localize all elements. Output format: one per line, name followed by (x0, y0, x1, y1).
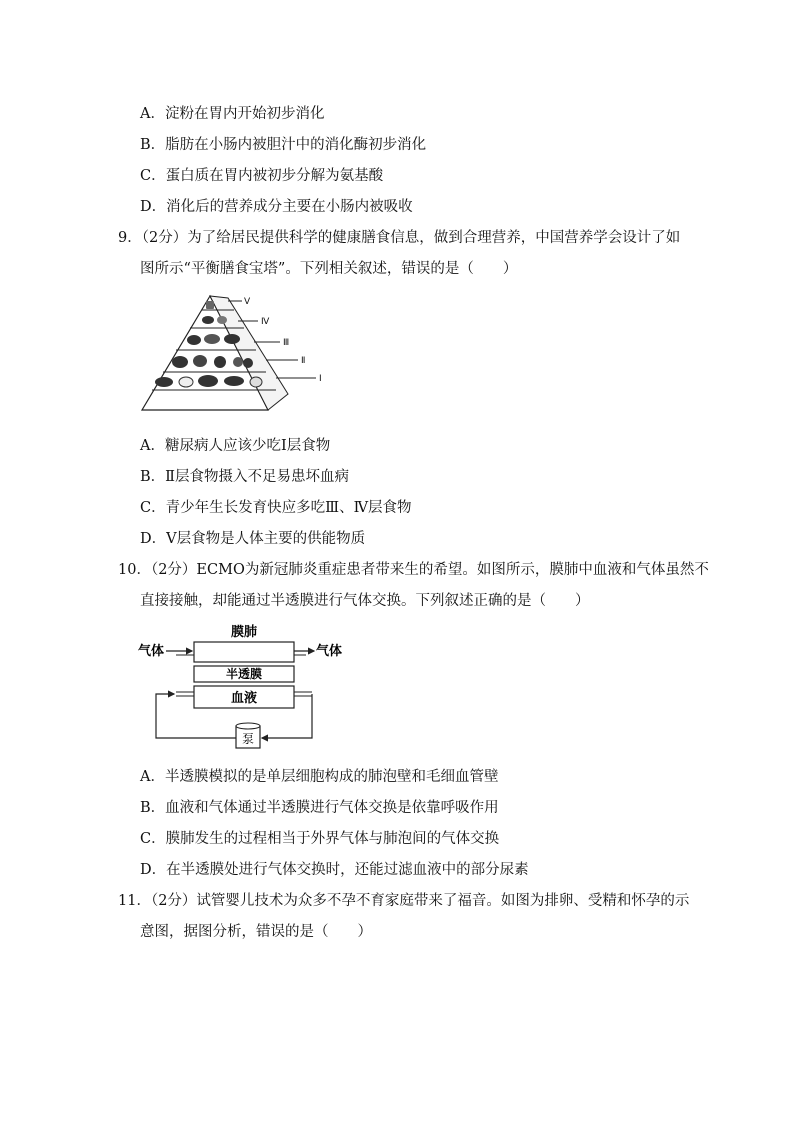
level-label-2: Ⅱ (301, 356, 306, 366)
q9-option-c: C．青少年生长发育快应多吃Ⅲ、Ⅳ层食物 (140, 500, 412, 516)
pyramid-side-face (210, 296, 288, 410)
q10-option-a: A．半透膜模拟的是单层细胞构成的肺泡壁和毛细血管壁 (140, 769, 499, 785)
q10-option-c: C．膜肺发生的过程相当于外界气体与肺泡间的气体交换 (140, 831, 500, 847)
q10-stem-line1: 10．（2分）ECMO为新冠肺炎重症患者带来生的希望。如图所示，膜肺中血液和气体虽然不 (118, 562, 709, 578)
level-label-4: Ⅳ (261, 317, 270, 327)
ecmo-diagram (136, 622, 352, 750)
q9-option-b: B．Ⅱ层食物摄入不足易患坏血病 (140, 469, 350, 485)
food-pyramid-figure (138, 292, 338, 417)
q8-option-c: C．蛋白质在胃内被初步分解为氨基酸 (140, 168, 384, 184)
q9-stem-line2: 图所示“平衡膳食宝塔”。下列相关叙述，错误的是（ ） (140, 261, 518, 277)
q8-option-b: B．脂肪在小肠内被胆汁中的消化酶初步消化 (140, 137, 427, 153)
q10-stem-line2: 直接接触，却能通过半透膜进行气体交换。下列叙述正确的是（ ） (140, 593, 590, 609)
ecmo-gas-in-label: 气体 (138, 644, 165, 659)
ecmo-pump-label: 泵 (241, 732, 255, 746)
q11-stem-line2: 意图，据图分析，错误的是（ ） (140, 924, 372, 940)
ecmo-membrane-lung-label: 膜肺 (230, 625, 258, 640)
q8-option-a: A．淀粉在胃内开始初步消化 (140, 106, 325, 122)
ecmo-gas-out-label: 气体 (316, 644, 343, 659)
q9-option-d: D．Ⅴ层食物是人体主要的供能物质 (140, 531, 366, 547)
q10-option-b: B．血液和气体通过半透膜进行气体交换是依靠呼吸作用 (140, 800, 499, 816)
ecmo-membrane-label: 半透膜 (225, 667, 263, 681)
q9-stem-line1: 9．（2分）为了给居民提供科学的健康膳食信息，做到合理营养，中国营养学会设计了如 (118, 230, 681, 246)
level-label-5: V (244, 297, 251, 307)
level-label-1: I (319, 374, 322, 384)
gas-chamber (194, 642, 294, 662)
q10-option-d: D．在半透膜处进行气体交换时，还能过滤血液中的部分尿素 (140, 862, 529, 878)
q9-option-a: A．糖尿病人应该少吃Ⅰ层食物 (140, 438, 331, 454)
q11-stem-line1: 11．（2分）试管婴儿技术为众多不孕不育家庭带来了福音。如图为排卵、受精和怀孕的示 (118, 893, 690, 909)
ecmo-blood-label: 血液 (230, 691, 258, 706)
q8-option-d: D．消化后的营养成分主要在小肠内被吸收 (140, 199, 413, 215)
level-label-3: Ⅲ (283, 338, 290, 348)
